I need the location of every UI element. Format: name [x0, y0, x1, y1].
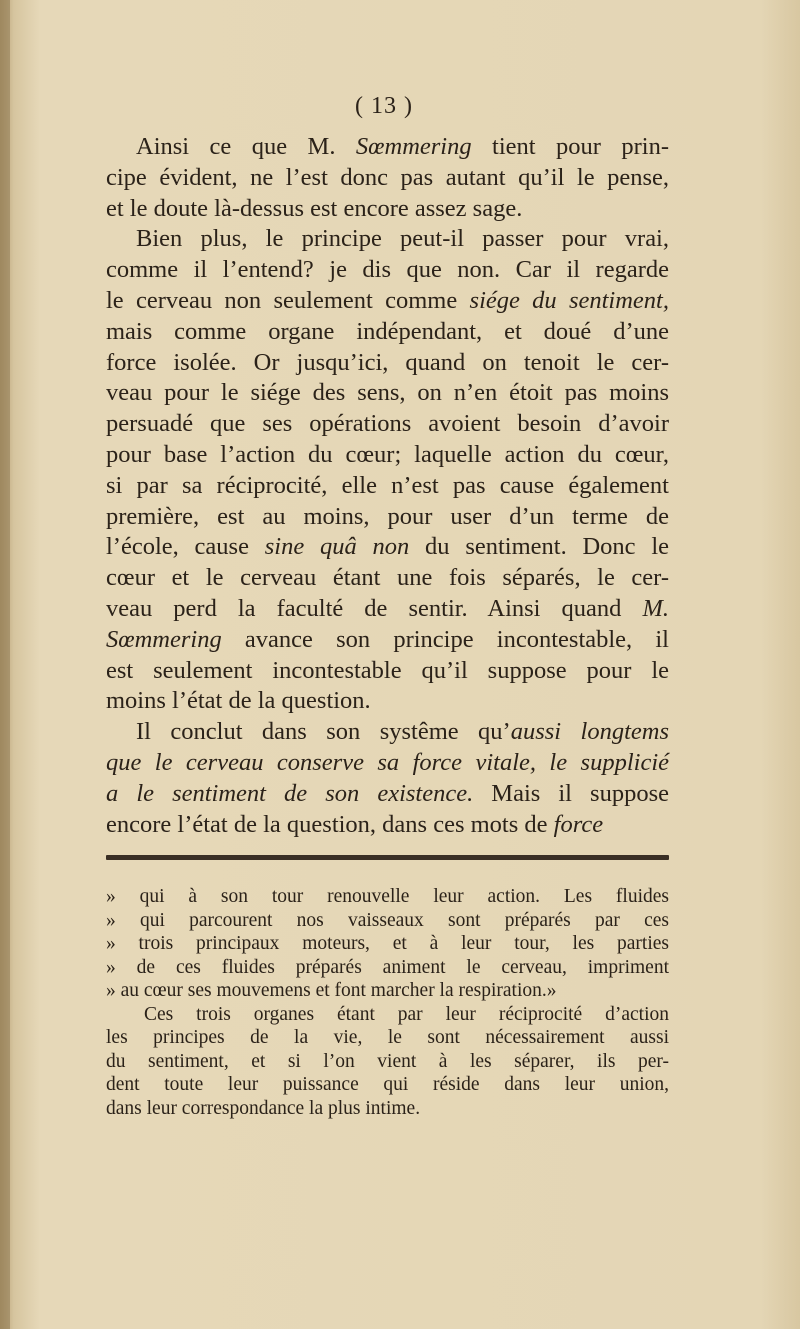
main-text-fragment: Mais il suppose	[473, 779, 669, 807]
footnote-line: Ces trois organes étant par leur réciprocité d’action	[144, 1003, 669, 1025]
main-text-line	[106, 717, 669, 748]
main-text-line	[106, 748, 669, 779]
main-text-fragment: Il conclut dans son systême qu’	[136, 718, 511, 746]
main-text-fragment: veau perd la faculté de sentir. Ainsi quand	[106, 594, 643, 622]
main-text-line	[106, 378, 669, 409]
main-text-fragment: mais comme organe indépendant, et doué d’une	[106, 317, 669, 345]
main-text-fragment: cipe évident, ne l’est donc pas autant qu’il le pense,	[106, 163, 669, 191]
main-text-line	[106, 532, 669, 563]
main-text-line	[106, 348, 669, 379]
main-text-fragment: a le sentiment de son existence.	[106, 779, 474, 807]
main-text-fragment: M.	[642, 594, 669, 622]
main-text-fragment: Sœmmering	[355, 133, 472, 160]
main-text-fragment: que le cerveau conserve sa force vitale, le supplicié	[106, 748, 669, 776]
footnote-line: dans leur correspondance la plus intime.	[106, 1097, 421, 1119]
page-gutter-shadow	[0, 0, 10, 1329]
main-text-fragment: comme il l’entend? je dis que non. Car il regarde	[106, 256, 669, 284]
main-text-fragment: si par sa réciprocité, elle n’est pas cause également	[106, 471, 669, 499]
page-number: ( 13 )	[355, 93, 413, 119]
main-text-line	[106, 686, 669, 717]
main-text-line	[106, 194, 669, 225]
main-text-line	[106, 656, 669, 687]
main-text-fragment: cœur et le cerveau étant une fois séparés, le cer-	[106, 564, 669, 592]
main-text-fragment: avance son principe incontestable, il	[221, 625, 669, 653]
main-text-fragment: est seulement incontestable qu’il suppose pour le	[106, 656, 669, 684]
footnote-line: » qui parcourent nos vaisseaux sont préparés par ces	[106, 909, 669, 931]
main-text-line	[106, 502, 669, 533]
main-text-line	[106, 471, 669, 502]
footnote-line: du sentiment, et si l’on vient à les séparer, ils per-	[106, 1050, 669, 1072]
main-text-fragment: le cerveau non seulement comme	[106, 286, 470, 314]
main-text-fragment: force	[553, 810, 604, 838]
main-text-line	[106, 224, 669, 255]
main-text-fragment: siége du sentiment,	[469, 286, 669, 314]
main-text-line	[106, 286, 669, 317]
main-text-block	[106, 132, 669, 840]
main-text-line	[106, 440, 669, 471]
main-text-line	[106, 625, 669, 656]
main-text-fragment: tient pour prin-	[471, 133, 670, 160]
main-text-fragment: pour base l’action du cœur; laquelle action du cœur,	[106, 440, 669, 468]
main-text-fragment: première, est au moins, pour user d’un terme de	[106, 502, 669, 530]
main-text-line	[106, 132, 669, 163]
footnote-block	[106, 885, 669, 1120]
main-text-line	[106, 779, 669, 810]
main-text-fragment: aussi longtems	[510, 718, 669, 746]
footnote-line: » au cœur ses mouvemens et font marcher la respiration.»	[106, 980, 557, 1001]
main-text-fragment: l’école, cause	[106, 533, 265, 561]
main-text-line	[106, 810, 669, 841]
main-text-fragment: sine quâ non	[264, 533, 410, 561]
footnote-line: » de ces fluides préparés animent le cerveau, impriment	[106, 956, 669, 978]
main-text-fragment: Bien plus, le principe peut-il passer pour vrai,	[136, 225, 669, 253]
main-text-line	[106, 594, 669, 625]
footnote-line: » trois principaux moteurs, et à leur tour, les parties	[106, 933, 669, 954]
main-text-line	[106, 163, 669, 194]
main-text-fragment: force isolée. Or jusqu’ici, quand on tenoit le cer-	[106, 348, 669, 376]
main-text-fragment: encore l’état de la question, dans ces mots de	[106, 810, 554, 838]
main-text-fragment: du sentiment. Donc le	[409, 533, 670, 561]
main-text-fragment: Ainsi ce que M.	[136, 133, 356, 160]
main-text-fragment: et le doute là-dessus est encore assez sage.	[106, 194, 523, 222]
main-text-fragment: persuadé que ses opérations avoient besoin d’avoir	[106, 410, 669, 438]
main-text-line	[106, 409, 669, 440]
main-text-line	[106, 317, 669, 348]
footnote-line: » qui à son tour renouvelle leur action. Les fluides	[106, 886, 669, 907]
main-text-fragment: veau pour le siége des sens, on n’en étoit pas moins	[106, 379, 669, 407]
main-text-line	[106, 255, 669, 286]
main-text-line	[106, 563, 669, 594]
main-text-fragment: moins l’état de la question.	[106, 687, 371, 715]
footnote-line: dent toute leur puissance qui réside dans leur union,	[106, 1074, 669, 1095]
footnote-line: les principes de la vie, le sont nécessairement aussi	[106, 1027, 669, 1048]
footnote-separator-rule	[106, 855, 669, 860]
main-text-fragment: Sœmmering	[106, 625, 222, 653]
